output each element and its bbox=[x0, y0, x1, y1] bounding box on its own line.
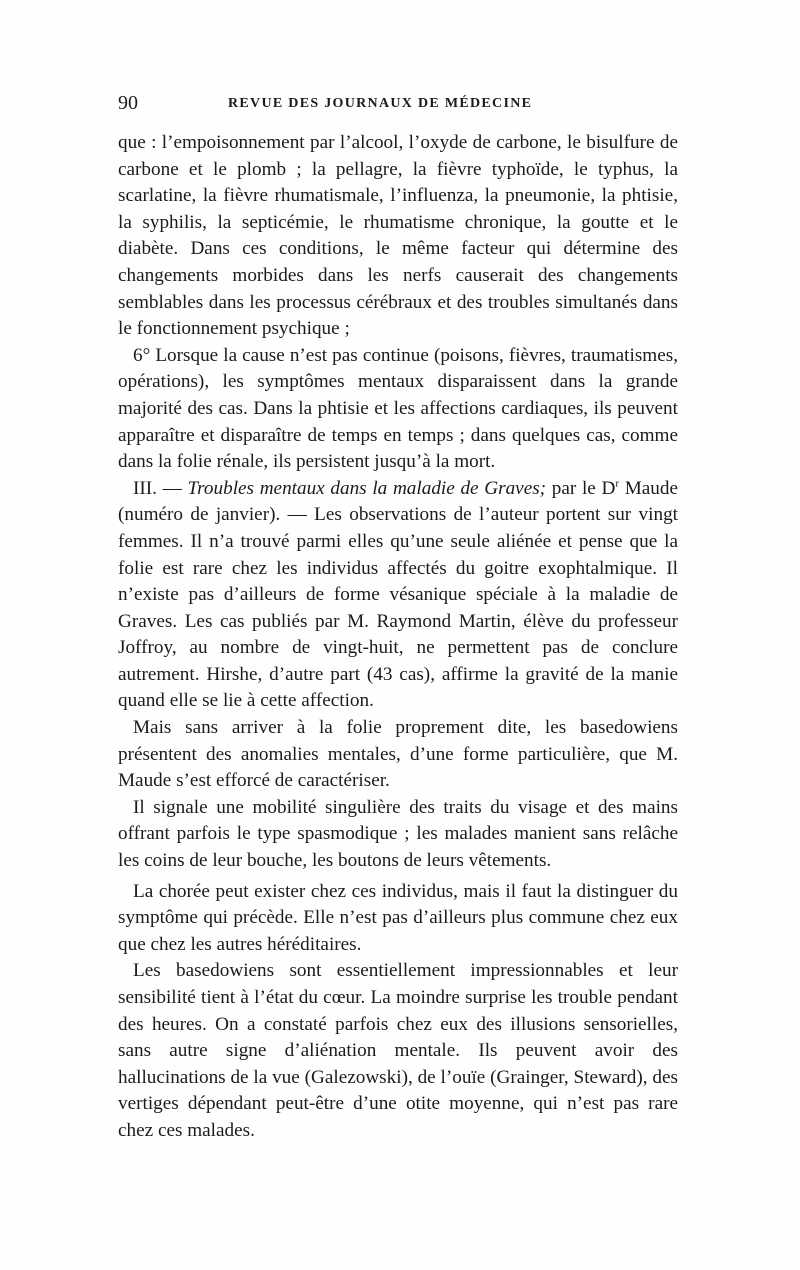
paragraph-mobility: Il signale une mobilité singulière des traits du visage et des mains offrant parfois le type spasmodique ; les malades manient sans relâche les coins de leur bouche, les boutons de leurs vêtements. bbox=[118, 796, 678, 872]
section-author-prefix: par le D bbox=[546, 477, 616, 499]
body-text bbox=[118, 130, 678, 1145]
section-title: Troubles mentaux dans la maladie de Graves; bbox=[187, 477, 547, 499]
paragraph-chorea: La chorée peut exister chez ces individus, mais il faut la distinguer du symptôme qui précède. Elle n’est pas d’ailleurs plus commune chez eux que chez les autres héréditaires. bbox=[118, 880, 678, 955]
doctor-superscript: r bbox=[615, 477, 620, 490]
paragraph-sensitivity: Les basedowiens sont essentiellement impressionnables et leur sensibilité tient à l’état du cœur. La moindre surprise les trouble pendant des heures. On a constaté parfois chez eux des illusions sensorielles, sans autre signe d’aliénation mentale. Ils peuvent avoir des hallucinations de la vue (Galezowski), de l’ouïe (Grainger, Steward), des vertiges dépendant peut-être d’une otite moyenne, qui n’est pas rare chez ces malades. bbox=[118, 960, 678, 1141]
section-number: III. — bbox=[133, 477, 188, 499]
paragraph-point-6: 6° Lorsque la cause n’est pas continue (poisons, fièvres, traumatismes, opérations), les symptômes mentaux disparaissent dans la grande majorité des cas. Dans la phtisie et les affections cardiaques, ils peuvent apparaître et disparaître de temps en temps ; dans quelques cas, comme dans la folie rénale, ils persistent jusqu’à la mort. bbox=[118, 344, 678, 473]
paragraph-continuation: que : l’empoisonnement par l’alcool, l’oxyde de carbone, le bisulfure de carbone et le plomb ; la pellagre, la fièvre typhoïde, le typhus, la scarlatine, la fièvre rhumatismale, l’influenza, la pneumonie, la phtisie, la syphilis, la septicémie, le rhumatisme chronique, la goutte et le diabète. Dans ces conditions, le même facteur qui détermine des changements morbides dans les nerfs causerait des changements semblables dans les processus cérébraux et des troubles simultanés dans le fonctionnement psychique ; bbox=[118, 132, 678, 340]
paragraph-anomalies: Mais sans arriver à la folie proprement dite, les basedowiens présentent des anomalies mentales, d’une forme particulière, que M. Maude s’est efforcé de caractériser. bbox=[118, 717, 678, 792]
journal-title: REVUE DES JOURNAUX DE MÉDECINE bbox=[228, 96, 533, 111]
section-body: Maude (numéro de janvier). — Les observations de l’auteur portent sur vingt femmes. Il n’a trouvé parmi elles qu’une seule aliénée et pense que la folie est rare chez les individus affectés du goitre exophtalmique. Il n’existe pas d’ailleurs de forme vésanique spéciale à la maladie de Graves. Les cas publiés par M. Raymond Martin, élève du professeur Joffroy, au nombre de vingt-huit, ne permettent pas de conclure autrement. Hirshe, d’autre part (43 cas), affirme la gravité de la manie quand elle se lie à cette affection. bbox=[118, 477, 679, 712]
running-head bbox=[118, 92, 678, 118]
page-number: 90 bbox=[118, 92, 138, 114]
paragraph-section-iii bbox=[118, 476, 678, 715]
